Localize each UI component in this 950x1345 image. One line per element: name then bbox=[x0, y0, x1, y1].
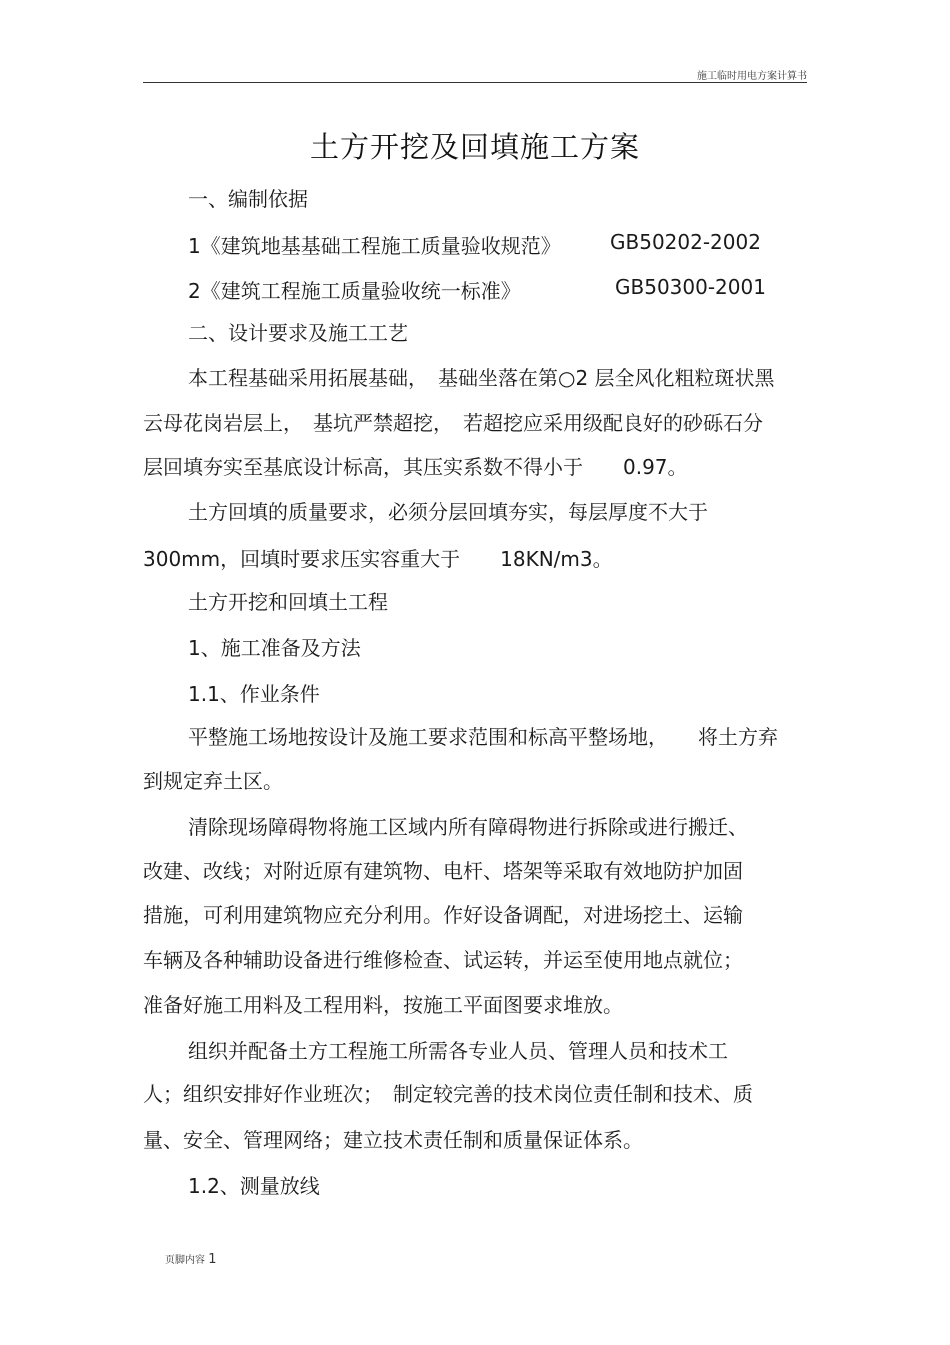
sub-heading: 土方开挖和回填土工程 bbox=[188, 590, 388, 614]
item-heading-1-1: 1.1、作业条件 bbox=[188, 682, 320, 706]
header-rule bbox=[143, 82, 807, 83]
reference-2-code: GB50300-2001 bbox=[615, 275, 766, 299]
page-number: 1 bbox=[208, 1252, 217, 1267]
paragraph-line: 本工程基础采用拓展基础， 基础坐落在第○2 层全风化粗粒斑状黑 bbox=[188, 366, 775, 390]
page-footer bbox=[165, 1251, 216, 1267]
paragraph-line: 平整施工场地按设计及施工要求范围和标高平整场地， 将土方弃 bbox=[188, 725, 778, 749]
section-heading-design: 二、设计要求及施工工艺 bbox=[188, 321, 408, 345]
paragraph-line: 层回填夯实至基底设计标高，其压实系数不得小于 0.97。 bbox=[143, 455, 688, 479]
paragraph-line: 组织并配备土方工程施工所需各专业人员、管理人员和技术工 bbox=[188, 1039, 728, 1063]
paragraph-line: 措施，可利用建筑物应充分利用。作好设备调配，对进场挖土、运输 bbox=[143, 903, 743, 927]
paragraph-line: 量、安全、管理网络；建立技术责任制和质量保证体系。 bbox=[143, 1128, 643, 1152]
item-heading-1: 1、施工准备及方法 bbox=[188, 636, 361, 660]
section-heading-basis: 一、编制依据 bbox=[188, 187, 308, 211]
item-heading-1-2: 1.2、测量放线 bbox=[188, 1174, 320, 1198]
paragraph-line: 改建、改线；对附近原有建筑物、电杆、塔架等采取有效地防护加固 bbox=[143, 859, 743, 883]
paragraph-line: 土方回填的质量要求，必须分层回填夯实，每层厚度不大于 bbox=[188, 500, 708, 524]
page-header: 施工临时用电方案计算书 bbox=[697, 71, 807, 82]
paragraph-line: 云母花岗岩层上， 基坑严禁超挖， 若超挖应采用级配良好的砂砾石分 bbox=[143, 411, 763, 435]
document-title: 土方开挖及回填施工方案 bbox=[309, 130, 640, 164]
paragraph-line: 准备好施工用料及工程用料，按施工平面图要求堆放。 bbox=[143, 993, 623, 1017]
reference-1-name: 1《建筑地基基础工程施工质量验收规范》 bbox=[188, 234, 561, 258]
paragraph-line: 清除现场障碍物将施工区域内所有障碍物进行拆除或进行搬迁、 bbox=[188, 815, 748, 839]
paragraph-line: 车辆及各种辅助设备进行维修检查、试运转，并运至使用地点就位； bbox=[143, 948, 743, 972]
reference-1-code: GB50202-2002 bbox=[610, 230, 761, 254]
footer-label: 页脚内容 bbox=[165, 1255, 205, 1266]
paragraph-line: 人；组织安排好作业班次； 制定较完善的技术岗位责任制和技术、质 bbox=[143, 1082, 753, 1106]
reference-2-name: 2《建筑工程施工质量验收统一标准》 bbox=[188, 279, 521, 303]
paragraph-line: 到规定弃土区。 bbox=[143, 769, 283, 793]
paragraph-line: 300mm，回填时要求压实容重大于 18KN/m3。 bbox=[143, 547, 613, 571]
